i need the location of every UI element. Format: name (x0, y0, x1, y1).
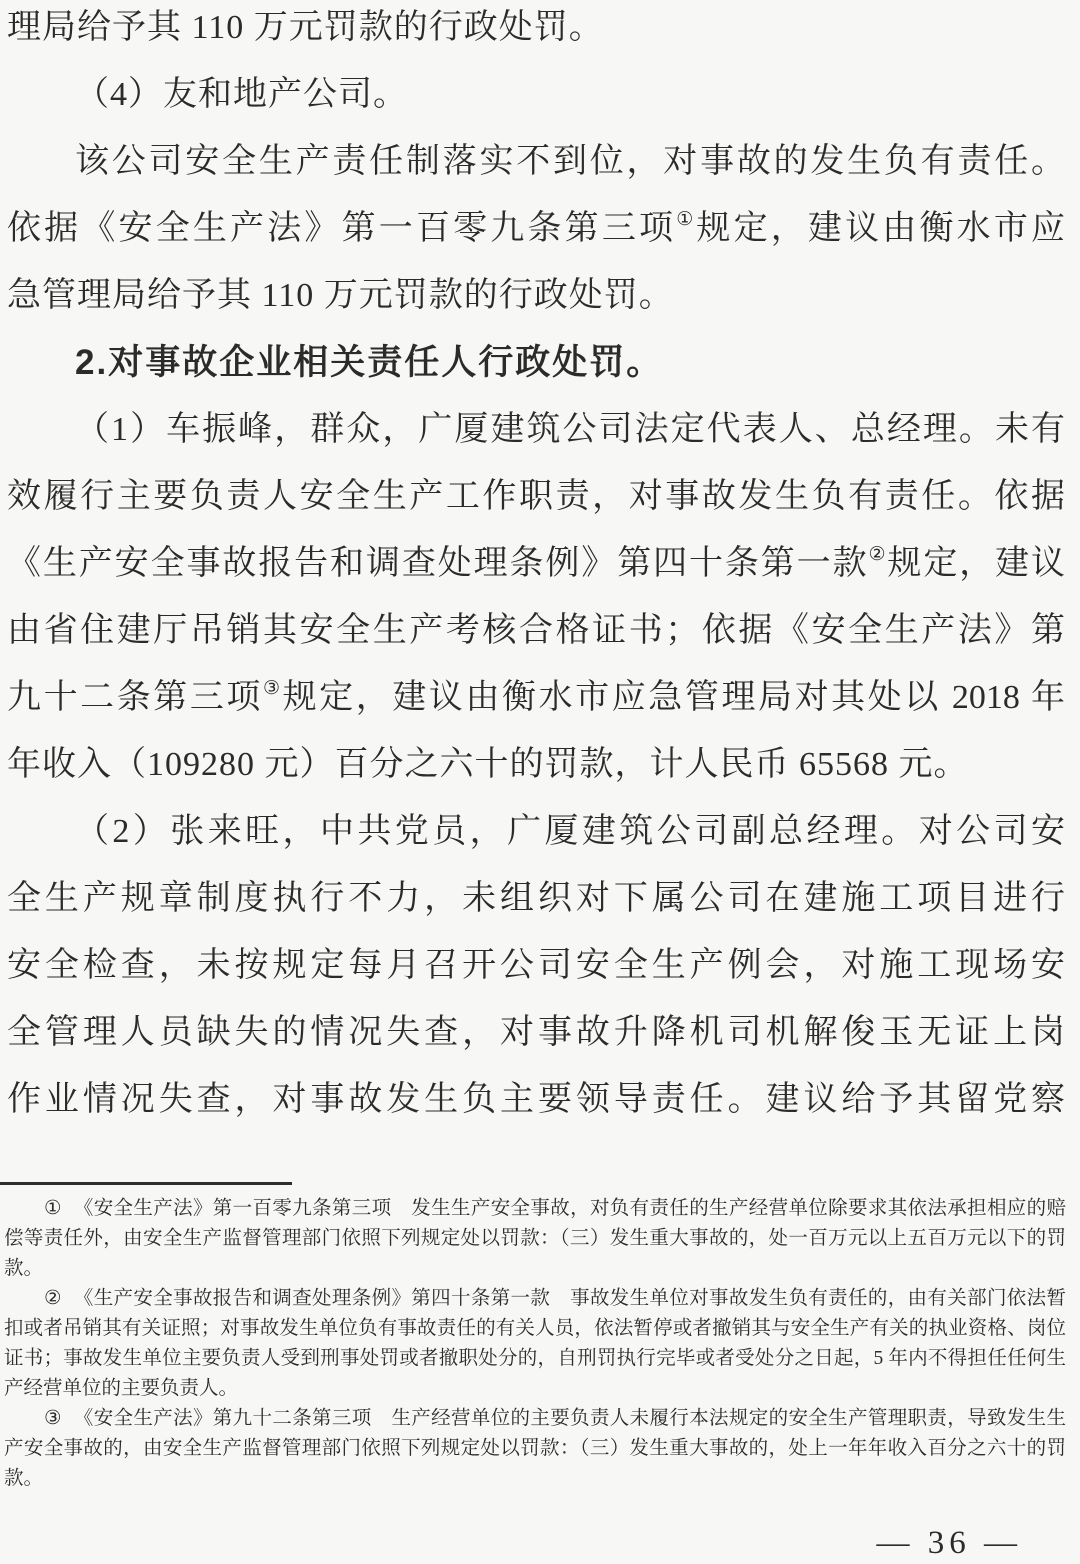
footnote-text: 《安全生产法》第一百零九条第三项 发生生产安全事故，对负有责任的生产经营单位除要求其依法承担相应的赔偿等责任外，由安全生产监督管理部门依照下列规定处以罚款：（三）发生重大事故的，处一百万元以上五百万元以下的罚款。 (4, 1198, 1066, 1279)
section-heading: 2.对事故企业相关责任人行政处罚。 (75, 343, 664, 382)
body-line: 全生产规章制度执行不力，未组织对下属公司在建施工项目进行 (7, 880, 1065, 917)
body-line: 作业情况失查，对事故发生负主要领导责任。建议给予其留党察 (7, 1081, 1065, 1118)
body-line: 效履行主要负责人安全生产工作职责，对事故发生负有责任。依据 (7, 478, 1065, 515)
body-line: （1）车振峰，群众，广厦建筑公司法定代表人、总经理。未有 (75, 411, 1065, 448)
page-number: — 36 — (876, 1525, 1022, 1561)
footnotes (4, 1194, 1066, 1494)
body-line-text: 九十二条第三项 (7, 679, 263, 716)
body-line: 急管理局给予其 110 万元罚款的行政处罚。 (7, 277, 674, 314)
body-line-text: 依据《安全生产法》第一百零九条第三项 (7, 210, 677, 247)
body-line-text: 《生产安全事故报告和调查处理条例》第四十条第一款 (7, 545, 869, 582)
body-line: 全管理人员缺失的情况失查，对事故升降机司机解俊玉无证上岗 (7, 1014, 1065, 1051)
body-line: 由省住建厅吊销其安全生产考核合格证书；依据《安全生产法》第 (7, 612, 1065, 649)
body-line: （4）友和地产公司。 (75, 76, 408, 113)
body-line-text: 规定，建议由衡水市应 (696, 210, 1065, 247)
footnote-1 (4, 1194, 1066, 1284)
footnote-number: ② (44, 1288, 62, 1309)
body-line: 安全检查，未按规定每月召开公司安全生产例会，对施工现场安 (7, 947, 1065, 984)
body-text (7, 0, 1065, 1133)
body-line (7, 195, 1065, 262)
footnote-text: 《生产安全事故报告和调查处理条例》第四十条第一款 事故发生单位对事故发生负有责任的，由有关部门依法暂扣或者吊销其有关证照；对事故发生单位负有事故责任的有关人员，依法暂停或者撤销其与安全生产有关的执业资格、岗位证书；事故发生单位主要负责人受到刑事处罚或者撤职处分的，自刑罚执行完毕或者受处分之日起，5 年内不得担任任何生产经营单位的主要负责人。 (4, 1288, 1066, 1399)
footnote-ref-2: ② (868, 544, 888, 565)
body-line: （2）张来旺，中共党员，广厦建筑公司副总经理。对公司安 (75, 813, 1065, 850)
footnote-separator (0, 1182, 292, 1185)
body-line (7, 530, 1065, 597)
footnote-2 (4, 1284, 1066, 1404)
body-line (7, 664, 1065, 731)
body-line: 理局给予其 110 万元罚款的行政处罚。 (7, 9, 604, 46)
footnote-number: ① (44, 1198, 62, 1219)
body-line: 年收入（109280 元）百分之六十的罚款，计人民币 65568 元。 (7, 746, 969, 783)
footnote-number: ③ (44, 1408, 62, 1429)
body-line: 该公司安全生产责任制落实不到位，对事故的发生负有责任。 (75, 143, 1065, 180)
footnote-3 (4, 1404, 1066, 1494)
body-line-text: 规定，建议由衡水市应急管理局对其处以 2018 年 (282, 679, 1066, 716)
footnote-ref-1: ① (676, 209, 697, 230)
footnote-text: 《安全生产法》第九十二条第三项 生产经营单位的主要负责人未履行本法规定的安全生产管理职责，导致发生生产安全事故的，由安全生产监督管理部门依照下列规定处以罚款：（三）发生重大事故的，处上一年年收入百分之六十的罚款。 (4, 1408, 1066, 1489)
body-line-text: 规定，建议 (887, 545, 1066, 582)
footnote-ref-3: ③ (263, 678, 283, 699)
